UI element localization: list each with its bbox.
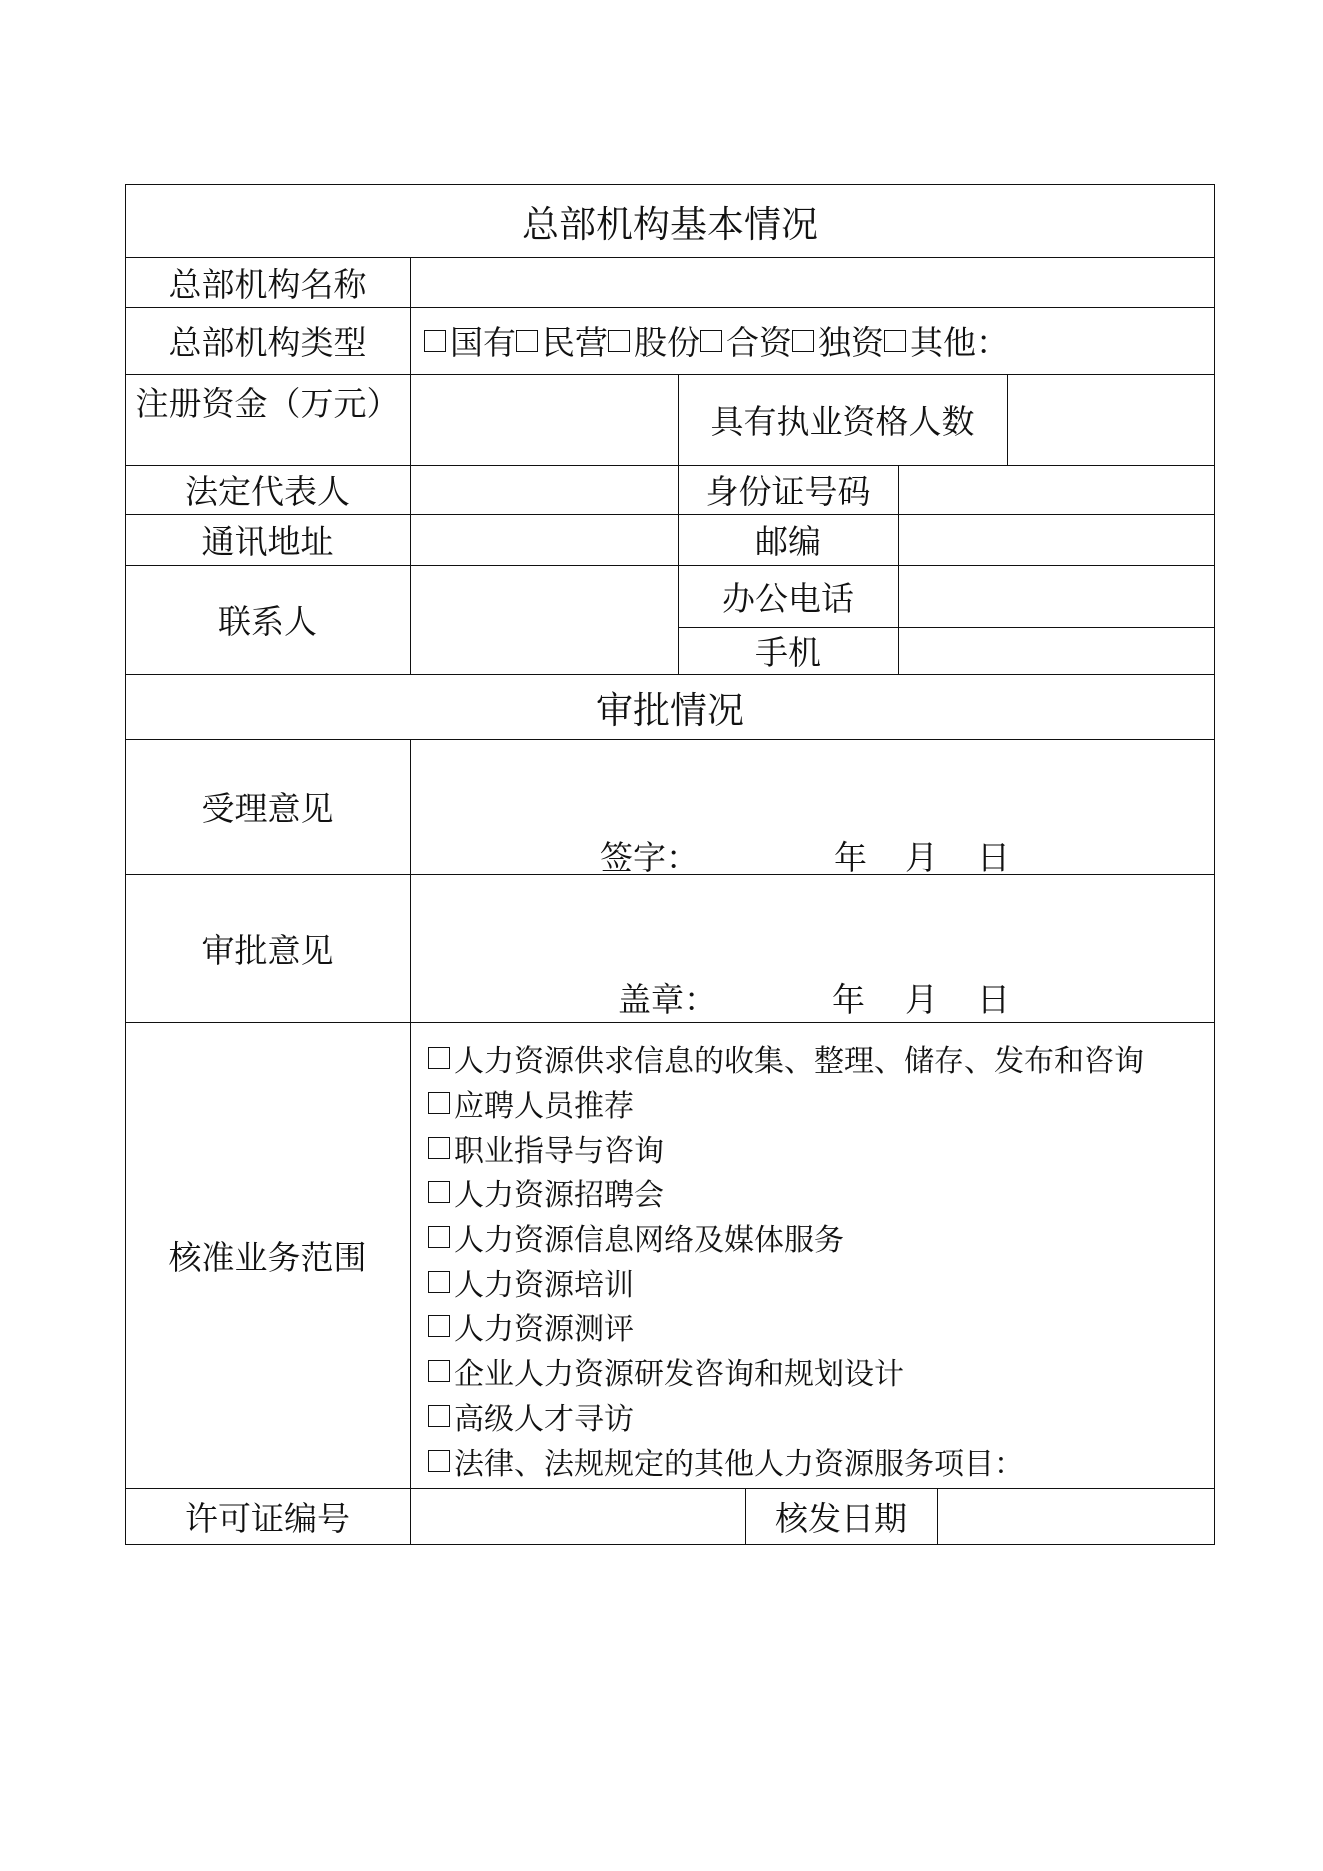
section-title-basic-info: 总部机构基本情况	[522, 202, 818, 246]
label-issue-date: 核发日期	[775, 1498, 907, 1538]
label-contact-person: 联系人	[218, 602, 317, 641]
label-institution-name: 总部机构名称	[168, 264, 367, 304]
label-office-phone: 办公电话	[722, 578, 854, 618]
checkbox-icon[interactable]	[428, 1137, 450, 1159]
field-registered-capital[interactable]	[410, 374, 678, 465]
business-scope-list	[428, 1036, 1188, 1483]
field-license-number[interactable]	[410, 1488, 745, 1544]
scope-item-label: 人力资源信息网络及媒体服务	[454, 1223, 844, 1259]
checkbox-icon[interactable]	[884, 330, 906, 352]
accept-month-label: 月	[905, 838, 938, 877]
field-issue-date[interactable]	[937, 1488, 1214, 1544]
field-review-opinion[interactable]	[410, 874, 1214, 1022]
scope-item[interactable]	[428, 1438, 1188, 1483]
scope-item-label: 法律、法规规定的其他人力资源服务项目：	[454, 1446, 1024, 1482]
checkbox-icon[interactable]	[608, 330, 630, 352]
checkbox-icon[interactable]	[792, 330, 814, 352]
checkbox-icon[interactable]	[428, 1226, 450, 1248]
scope-item-label: 人力资源供求信息的收集、整理、储存、发布和咨询	[454, 1044, 1144, 1080]
label-qualified-count: 具有执业资格人数	[710, 402, 975, 441]
scope-item[interactable]	[428, 1170, 1188, 1215]
checkbox-icon[interactable]	[428, 1181, 450, 1203]
scope-item[interactable]	[428, 1259, 1188, 1304]
scope-item[interactable]	[428, 1215, 1188, 1260]
section-title-approval: 审批情况	[596, 688, 744, 732]
label-business-scope: 核准业务范围	[168, 1237, 367, 1277]
type-option-label: 国有	[450, 323, 516, 362]
label-id-number: 身份证号码	[705, 472, 871, 511]
type-option[interactable]	[424, 317, 516, 364]
scope-item[interactable]	[428, 1036, 1188, 1081]
scope-item-label: 应聘人员推荐	[454, 1089, 634, 1125]
label-postcode: 邮编	[755, 522, 821, 561]
field-contact-person[interactable]	[410, 565, 678, 674]
scope-item[interactable]	[428, 1081, 1188, 1126]
type-option-label: 股份	[634, 323, 700, 362]
type-option-label: 其他：	[910, 323, 1009, 362]
scope-item-label: 高级人才寻访	[454, 1401, 634, 1437]
scope-item[interactable]	[428, 1304, 1188, 1349]
review-year-label: 年	[832, 980, 865, 1019]
checkbox-icon[interactable]	[428, 1047, 450, 1069]
review-day-label: 日	[977, 980, 1010, 1019]
type-option[interactable]	[516, 317, 608, 364]
checkbox-icon[interactable]	[428, 1271, 450, 1293]
scope-item-label: 企业人力资源研发咨询和规划设计	[454, 1357, 904, 1393]
accept-signature-label: 签字：	[600, 838, 699, 877]
accept-day-label: 日	[977, 838, 1010, 877]
checkbox-icon[interactable]	[428, 1360, 450, 1382]
accept-year-label: 年	[834, 838, 867, 877]
scope-item-label: 人力资源测评	[454, 1312, 634, 1348]
label-address: 通讯地址	[201, 522, 334, 561]
institution-type-options	[424, 307, 1214, 374]
checkbox-icon[interactable]	[428, 1092, 450, 1114]
scope-item[interactable]	[428, 1125, 1188, 1170]
review-seal-label: 盖章：	[618, 980, 717, 1019]
checkbox-icon[interactable]	[428, 1315, 450, 1337]
checkbox-icon[interactable]	[424, 330, 446, 352]
type-option-label: 独资	[818, 323, 884, 362]
field-legal-representative[interactable]	[410, 465, 678, 514]
label-review-opinion: 审批意见	[201, 930, 334, 970]
label-mobile: 手机	[755, 633, 821, 672]
field-institution-name[interactable]	[410, 257, 1215, 307]
checkbox-icon[interactable]	[700, 330, 722, 352]
review-month-label: 月	[905, 980, 938, 1019]
label-institution-type: 总部机构类型	[168, 323, 367, 362]
type-option-label: 合资	[726, 323, 792, 362]
table-border-right	[1214, 184, 1215, 1544]
type-option[interactable]	[608, 317, 700, 364]
checkbox-icon[interactable]	[428, 1450, 450, 1472]
table-border-bottom	[125, 1544, 1215, 1545]
scope-item[interactable]	[428, 1394, 1188, 1439]
checkbox-icon[interactable]	[428, 1405, 450, 1427]
checkbox-icon[interactable]	[516, 330, 538, 352]
scope-item[interactable]	[428, 1349, 1188, 1394]
scope-item-label: 人力资源培训	[454, 1267, 634, 1303]
type-option[interactable]	[792, 317, 884, 364]
scope-item-label: 职业指导与咨询	[454, 1133, 664, 1169]
scope-item-label: 人力资源招聘会	[454, 1178, 664, 1214]
label-license-number: 许可证编号	[185, 1498, 350, 1538]
field-mobile[interactable]	[898, 627, 1214, 674]
field-postcode[interactable]	[898, 514, 1214, 565]
field-id-number[interactable]	[898, 465, 1214, 514]
field-qualified-count[interactable]	[1007, 374, 1214, 465]
type-option[interactable]	[700, 317, 792, 364]
field-accept-opinion[interactable]	[410, 739, 1214, 874]
type-option-label: 民营	[542, 323, 608, 362]
field-address[interactable]	[410, 514, 678, 565]
field-office-phone[interactable]	[898, 565, 1214, 627]
label-legal-representative: 法定代表人	[185, 472, 350, 511]
type-option[interactable]	[884, 317, 1009, 364]
label-registered-capital: 注册资金（万元）	[135, 383, 400, 423]
label-accept-opinion: 受理意见	[201, 789, 334, 828]
